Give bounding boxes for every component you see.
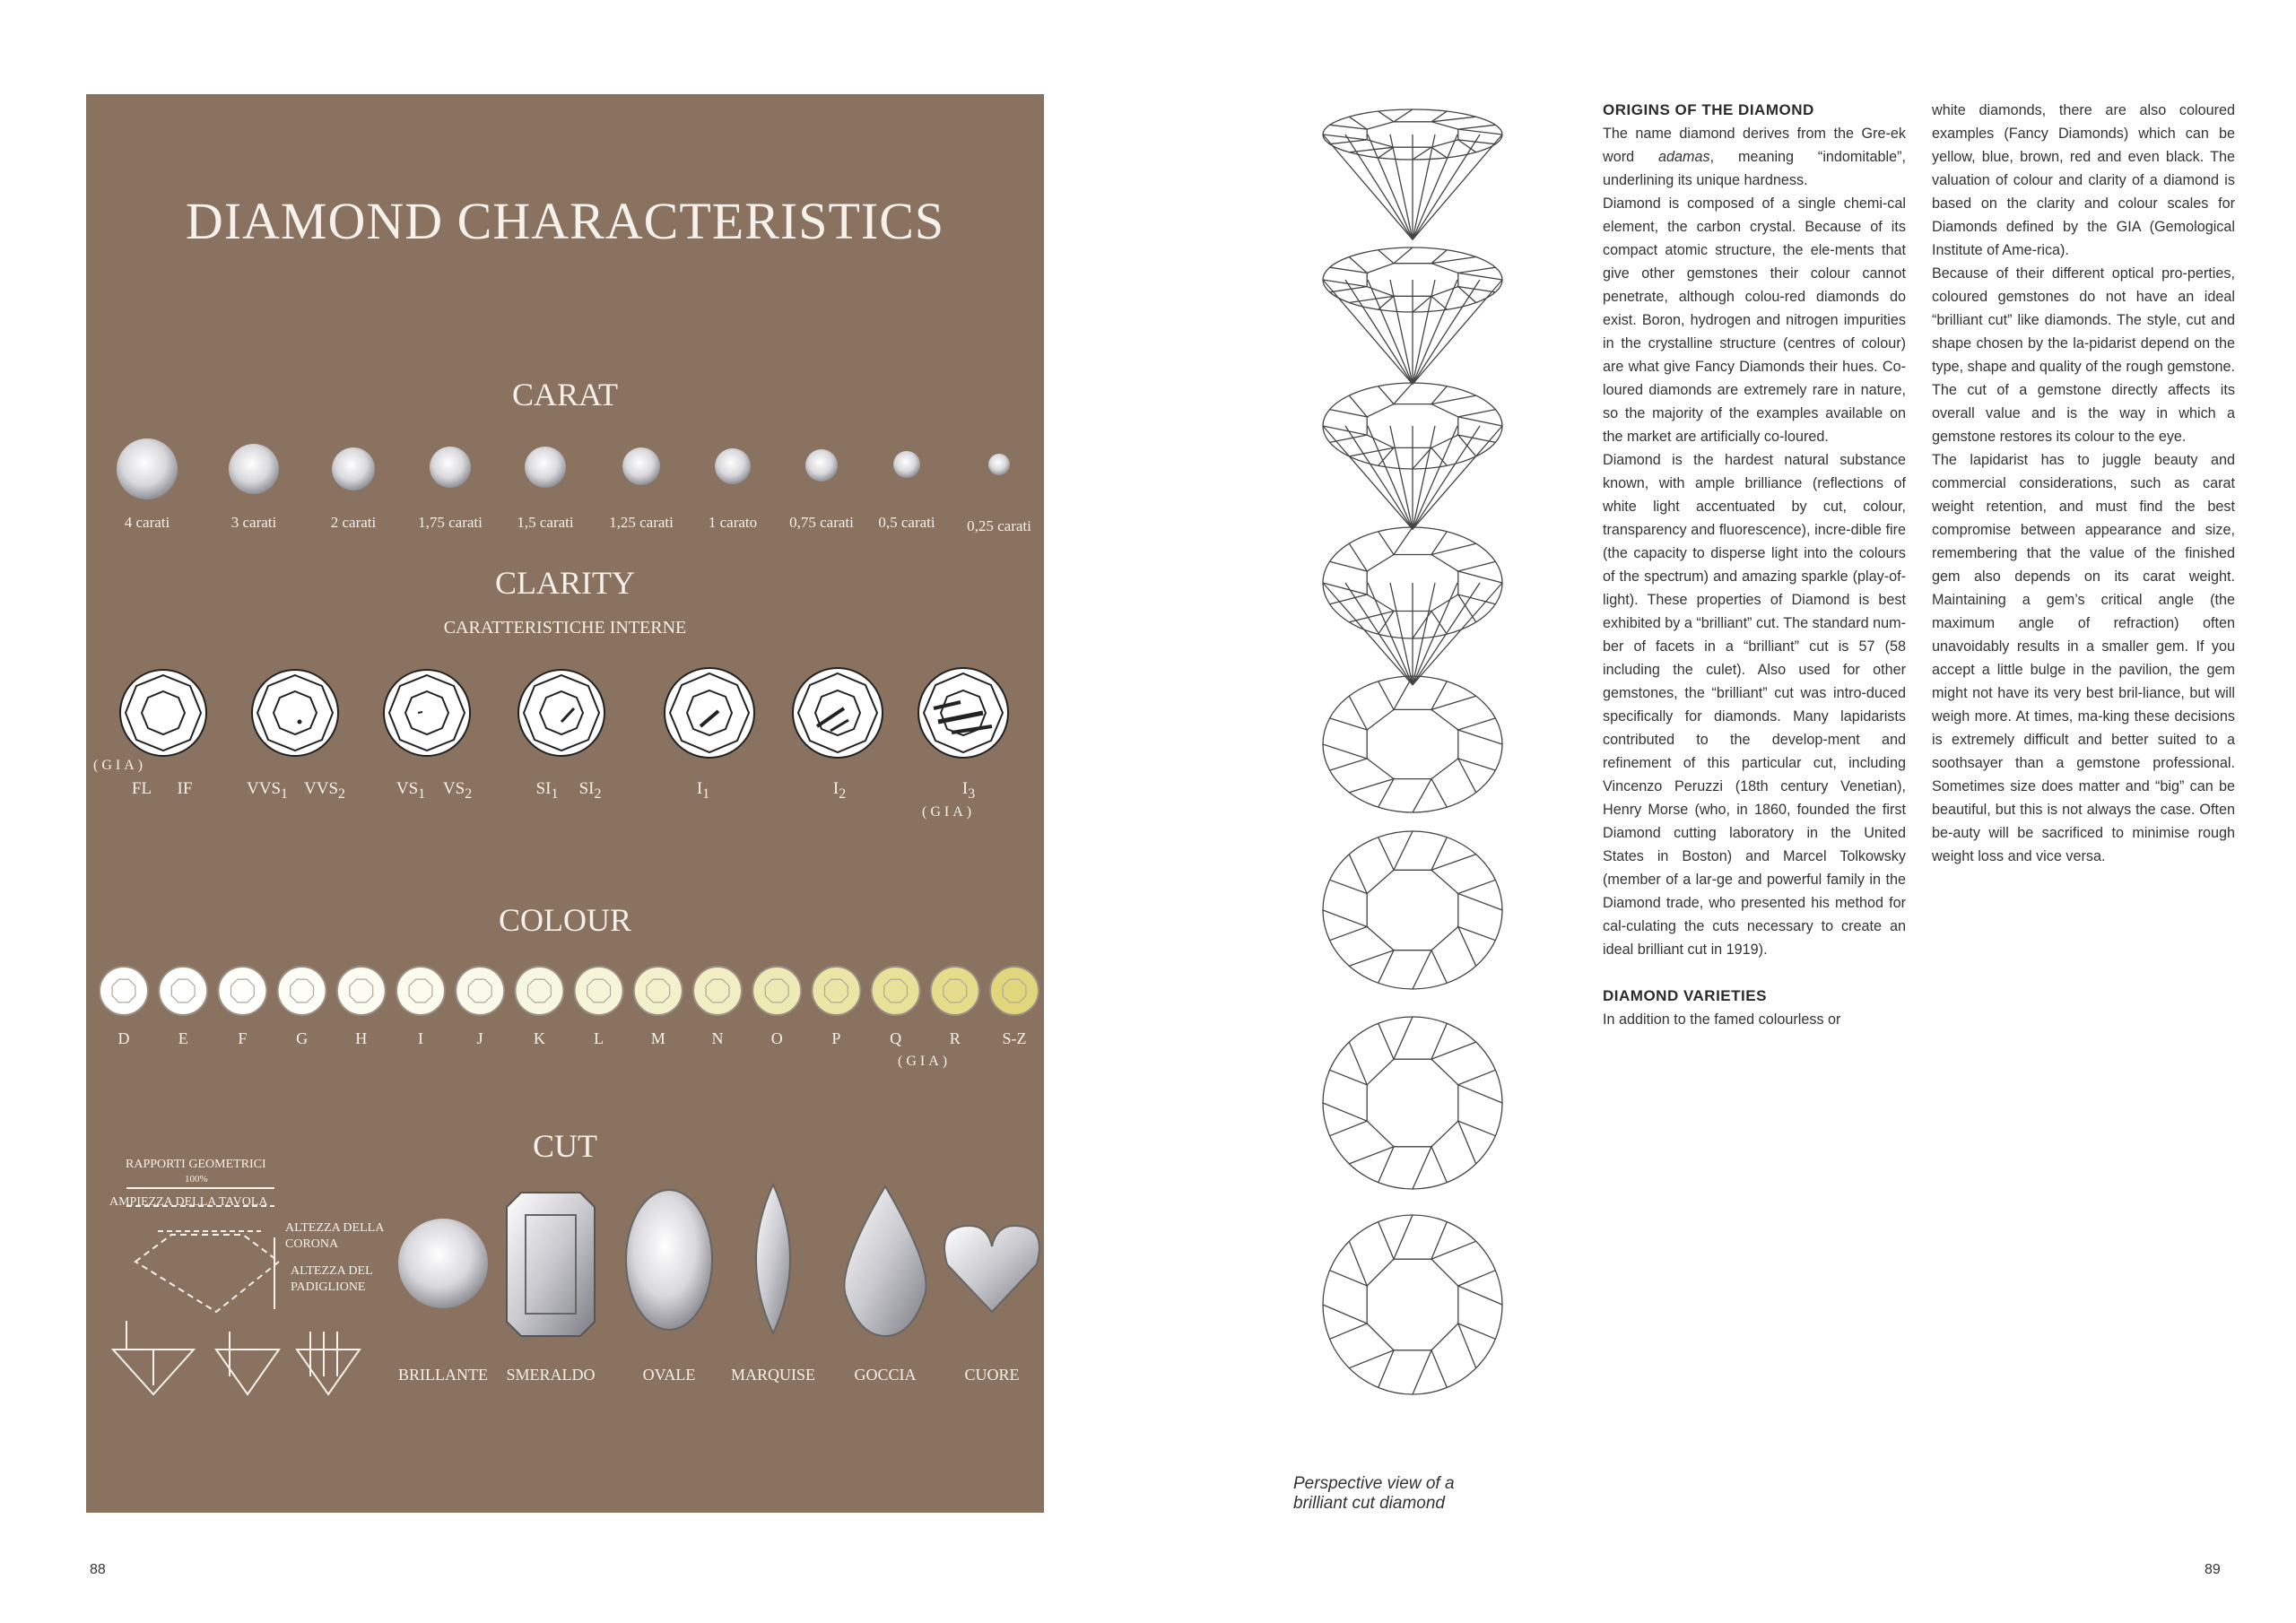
colour-swatches xyxy=(100,967,1039,1015)
colour-grade-label: O xyxy=(770,1029,783,1047)
origins-paragraph-1: The name diamond derives from the Gre-ek word adamas, meaning “indomitable”, underlining its unique hardness. xyxy=(1603,126,1907,188)
carat-gem-1 xyxy=(715,448,751,484)
brilliant-cut-perspective-illustrations xyxy=(1318,72,1516,1471)
varieties-paragraph-4: The lapidarist has to juggle beauty and commercial considerations, such as carat weight retention, and must find the best compromise between appearance and size, remembering that the value of the finished gem also depends on its carat weight. Maintaining a gem’s critical angle (the maximum angle of refraction) often unavoidably results in a smaller gem. If you accept a little bulge in the pavilion, the gem might not have its very best bril-liance, but will weigh more. At times, ma-king these decisions is extremely difficult and better suited to a soothsayer than a gemstone professional. Sometimes size does matter and “big” can be beautiful, but this is not always the case. Often be-auty will be sacrificed to minimise rough weight loss and vice versa. xyxy=(1932,452,2235,864)
carat-label: 1,75 carati xyxy=(418,514,483,531)
clarity-gem-i2 xyxy=(793,668,883,758)
text-column-right xyxy=(1932,99,2235,868)
cut-table-width-label: AMPIEZZA DELLA TAVOLA xyxy=(109,1195,268,1209)
cut-pavilion-height-label: ALTEZZA DEL PADIGLIONE xyxy=(291,1264,373,1294)
clarity-gem-vs xyxy=(384,670,470,756)
clarity-label-vs1: $VS_1$ xyxy=(396,779,426,802)
colour-gia: (GIA) xyxy=(898,1054,952,1069)
carat-gem-0-5 xyxy=(893,451,920,478)
carat-gems xyxy=(117,438,1010,499)
cut-pear-gem xyxy=(844,1186,926,1336)
cut-shape-label: OVALE xyxy=(642,1366,696,1384)
colour-grade-label: K xyxy=(533,1029,545,1047)
colour-grade-label: N xyxy=(711,1029,724,1047)
perspective-view xyxy=(1323,383,1502,529)
carat-gem-1-75 xyxy=(430,447,471,488)
cut-marquise-gem xyxy=(756,1185,790,1333)
clarity-gem-i3 xyxy=(918,668,1008,758)
carat-label: 1,5 carati xyxy=(517,514,574,531)
cut-emerald-gem xyxy=(507,1193,595,1336)
carat-label: 1 carato xyxy=(708,514,758,531)
cut-shape-label: SMERALDO xyxy=(506,1366,596,1384)
clarity-label-fl: FL xyxy=(131,779,152,798)
carat-label: 4 carati xyxy=(124,514,170,531)
cut-brilliant-gem xyxy=(398,1219,488,1308)
perspective-view xyxy=(1323,109,1502,239)
colour-swatch-h xyxy=(337,967,386,1015)
carat-label: 0,5 carati xyxy=(878,514,935,531)
cut-oval-gem xyxy=(626,1190,712,1330)
diamond-characteristics-poster xyxy=(86,94,1044,1513)
poster-title: DIAMOND CHARACTERISTICS xyxy=(185,192,945,250)
carat-heading: CARAT xyxy=(511,377,619,412)
colour-swatch-m xyxy=(634,967,683,1015)
carat-label: 3 carati xyxy=(230,514,277,531)
clarity-gem-vvs xyxy=(252,670,338,756)
varieties-heading: DIAMOND VARIETIES xyxy=(1603,987,1767,1004)
colour-heading: COLOUR xyxy=(498,902,631,938)
colour-swatch-p xyxy=(812,967,860,1015)
clarity-heading: CLARITY xyxy=(495,565,635,601)
colour-grade-label: F xyxy=(238,1029,248,1047)
clarity-label-i1: $I_1$ xyxy=(696,779,710,802)
colour-swatch-g xyxy=(278,967,326,1015)
colour-grade-label: Q xyxy=(890,1029,902,1047)
perspective-view xyxy=(1323,527,1502,685)
clarity-subheading: CARATTERISTICHE INTERNE xyxy=(443,618,687,638)
clarity-gem-si xyxy=(518,670,604,756)
perspective-view xyxy=(1323,676,1502,812)
cut-shape-label: CUORE xyxy=(964,1366,1020,1384)
figure-caption: Perspective view of a brilliant cut diamond xyxy=(1293,1474,1455,1513)
colour-swatch-o xyxy=(752,967,801,1015)
perspective-view xyxy=(1323,1215,1502,1394)
colour-swatch-i xyxy=(396,967,445,1015)
colour-grade-label: P xyxy=(831,1029,841,1047)
colour-swatch-r xyxy=(931,967,979,1015)
cut-shape-label: BRILLANTE xyxy=(398,1366,488,1384)
clarity-label-vvs2: $VVS_2$ xyxy=(304,779,345,802)
colour-grade-label: I xyxy=(418,1029,423,1047)
carat-gem-4 xyxy=(117,438,178,499)
cut-shape-label: GOCCIA xyxy=(854,1366,917,1384)
clarity-label-i3: $I_3$ xyxy=(961,779,976,802)
cut-geometry-title: RAPPORTI GEOMETRICI xyxy=(126,1158,266,1171)
cut-crown-height-label: ALTEZZA DELLA CORONA xyxy=(285,1221,385,1251)
colour-grade-label: E xyxy=(178,1029,188,1047)
perspective-view xyxy=(1323,831,1502,989)
perspective-view xyxy=(1323,247,1502,384)
clarity-label-if: IF xyxy=(177,779,193,798)
colour-swatch-s-z xyxy=(990,967,1039,1015)
colour-swatch-d xyxy=(100,967,148,1015)
carat-label: 1,25 carati xyxy=(609,514,674,531)
carat-gem-1-5 xyxy=(525,447,566,488)
carat-gem-2 xyxy=(332,447,375,490)
colour-grade-label: R xyxy=(949,1029,961,1047)
clarity-gia-right: (GIA) xyxy=(922,804,976,820)
clarity-gem-i1 xyxy=(665,668,754,758)
page-number-right: 89 xyxy=(2205,1562,2221,1577)
carat-label: 0,75 carati xyxy=(789,514,854,531)
colour-swatch-e xyxy=(159,967,207,1015)
origins-heading: ORIGINS OF THE DIAMOND xyxy=(1603,101,1814,118)
cut-shape-label: MARQUISE xyxy=(730,1366,816,1384)
colour-grade-label: M xyxy=(650,1029,665,1047)
colour-grade-label: S-Z xyxy=(1002,1029,1027,1047)
origins-paragraph-2: Diamond is composed of a single chemi-cal element, the carbon crystal. Because of its compact atomic structure, the ele-ments that give other gemstones their colour cannot penetrate, although colou-red diamonds do exist. Boron, hydrogen and nitrogen impurities in the crystalline structure (centres of colour) are what give Fancy Diamonds their hues. Co-loured diamonds are extremely rare in nature, so the majority of the examples available on the market are artificially co-loured. xyxy=(1603,195,1906,445)
cut-heading: CUT xyxy=(533,1128,597,1164)
text-column-left xyxy=(1603,99,1906,1031)
clarity-label-vvs1: $VVS_1$ xyxy=(247,779,288,802)
page-number-left: 88 xyxy=(90,1562,106,1577)
perspective-view xyxy=(1323,1017,1502,1189)
colour-grade-label: D xyxy=(117,1029,130,1047)
origins-paragraph-3: Diamond is the hardest natural substance known, with ample brilliance (reflections of white light accentuated by cut, colour, transparency and fluorescence), incre-dible fire (the capacity to disperse light into the colours of the spectrum) and amazing sparkle (play-of-light). These properties of Diamond is best exhibited by a “brilliant” cut. The standard num-ber of facets in a “brilliant” cut is 57 (58 including the culet). Also used for other gemstones, the “brilliant” cut was intro-duced specifically for diamonds. Many lapidarists contributed to the develop-ment and refinement of this particular cut, including Vincenzo Peruzzi (18th century Venetian), Henry Morse (who, in 1860, founded the first Diamond cutting laboratory in the United States in Boston) and Marcel Tolkowsky (member of a lar-ge and powerful family in the Diamond trade, who presented his method for cal-culating the cuts necessary to create an ideal brilliant cut in 1919). xyxy=(1603,452,1907,958)
carat-gem-0-75 xyxy=(805,449,838,482)
perspective-views xyxy=(1323,109,1502,1394)
clarity-label-si2: $SI_2$ xyxy=(578,779,602,802)
carat-gem-0-25 xyxy=(988,454,1010,475)
varieties-paragraph-2: white diamonds, there are also coloured examples (Fancy Diamonds) which can be yellow, blue, brown, red and even black. The valuation of colour and clarity of a diamond is based on the clarity and colour scales for Diamonds defined by the GIA (Gemological Institute of Ame-rica). xyxy=(1932,102,2235,258)
clarity-diagrams xyxy=(120,668,1008,758)
colour-swatch-f xyxy=(218,967,266,1015)
carat-gem-1-25 xyxy=(622,447,660,485)
colour-grade-label: L xyxy=(594,1029,604,1047)
clarity-gem-fl xyxy=(120,670,206,756)
colour-grade-label: J xyxy=(476,1029,483,1047)
colour-swatch-l xyxy=(575,967,623,1015)
cut-shapes xyxy=(398,1185,1039,1336)
carat-label: 0,25 carati xyxy=(967,517,1031,534)
colour-grade-label: G xyxy=(296,1029,309,1047)
clarity-label-si1: $SI_1$ xyxy=(535,779,559,802)
cut-geometry-percent: 100% xyxy=(185,1174,208,1185)
colour-swatch-n xyxy=(693,967,742,1015)
colour-grade-label: H xyxy=(355,1029,368,1047)
carat-label: 2 carati xyxy=(330,514,377,531)
carat-gem-3 xyxy=(229,444,279,494)
colour-swatch-j xyxy=(456,967,504,1015)
poster-artwork xyxy=(86,94,1044,1513)
varieties-paragraph-3: Because of their different optical pro-perties, coloured gemstones do not have an ideal “brilliant cut” like diamonds. The style, cut and shape chosen by the la-pidarist depend on the type, shape and quality of the rough gemstone. The cut of a gemstone directly affects its overall value and is the way in which a gemstone restores its colour to the eye. xyxy=(1932,265,2235,445)
clarity-label-vs2: $VS_2$ xyxy=(442,779,473,802)
clarity-label-i2: $I_2$ xyxy=(832,779,847,802)
colour-swatch-k xyxy=(515,967,563,1015)
cut-heart-gem xyxy=(944,1226,1039,1312)
colour-swatch-q xyxy=(872,967,920,1015)
clarity-gia-left: (GIA) xyxy=(93,758,147,773)
varieties-paragraph-1: In addition to the famed colourless or xyxy=(1603,1011,1841,1028)
